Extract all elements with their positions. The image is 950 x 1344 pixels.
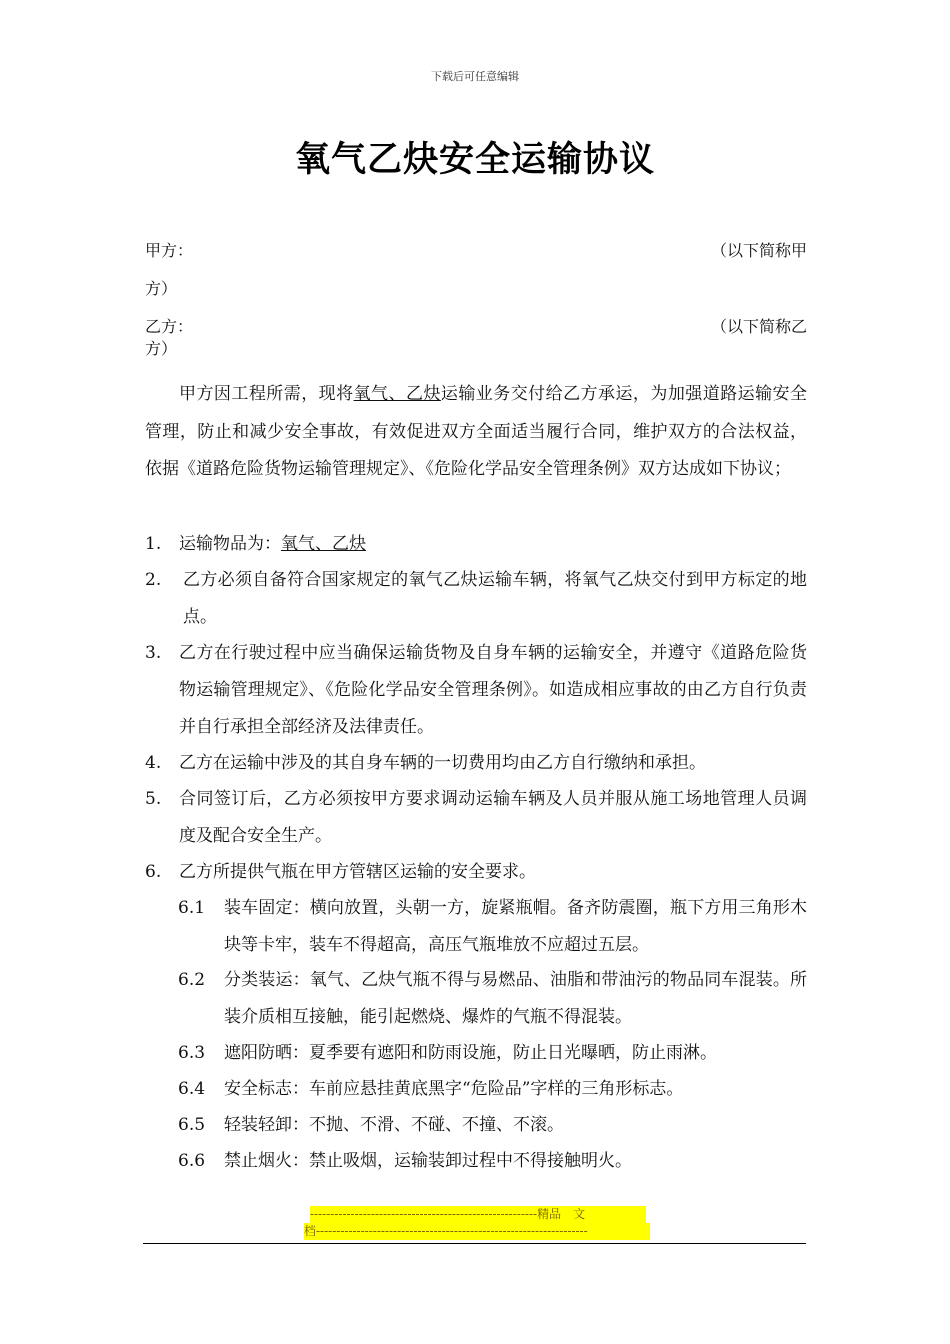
party-a-label: 甲方： xyxy=(145,241,194,260)
subitem-number: 6.1 xyxy=(178,898,206,918)
subitem-number: 6.4 xyxy=(178,1079,206,1099)
footer-line-2: 档------------------------------------------------------------------- xyxy=(304,1223,650,1240)
party-a-note: （以下简称甲 xyxy=(710,241,807,260)
item-number: 3. xyxy=(145,643,162,663)
intro-pre: 甲方因工程所需，现将 xyxy=(179,384,354,404)
subitem-text: 装车固定：横向放置，头朝一方，旋紧瓶帽。备齐防震圈，瓶下方用三角形木块等卡牢，装车不得超高，高压气瓶堆放不应超过五层。 xyxy=(224,898,807,955)
footer-divider xyxy=(143,1243,806,1244)
party-b-cont: 方） xyxy=(145,339,178,358)
intro-paragraph xyxy=(145,376,807,489)
item-goods: 氧气、乙炔 xyxy=(281,534,366,554)
item-text: 乙方在行驶过程中应当确保运输货物及自身车辆的运输安全，并遵守《道路危险货物运输管理规定》、《危险化学品安全管理条例》。如造成相应事故的由乙方自行负责并自行承担全部经济及法律责任。 xyxy=(179,643,807,737)
item-text: 合同签订后，乙方必须按甲方要求调动运输车辆及人员并服从施工场地管理人员调度及配合安全生产。 xyxy=(179,789,807,846)
subitem-number: 6.6 xyxy=(178,1151,206,1171)
subitem-number: 6.3 xyxy=(178,1043,206,1063)
document-title: 氧气乙炔安全运输协议 xyxy=(294,140,655,180)
item-text: 乙方必须自备符合国家规定的氧气乙炔运输车辆，将氧气乙炔交付到甲方标定的地点。 xyxy=(183,570,807,627)
footer-watermark xyxy=(304,1206,650,1240)
item-text: 运输物品为： xyxy=(179,534,281,554)
subitem-text: 分类装运：氧气、乙炔气瓶不得与易燃品、油脂和带油污的物品同车混装。所装介质相互接触，能引起燃烧、爆炸的气瓶不得混装。 xyxy=(224,970,807,1027)
subitem-text: 安全标志：车前应悬挂黄底黑字“危险品”字样的三角形标志。 xyxy=(224,1079,684,1099)
header-note: 下载后可任意编辑 xyxy=(431,70,519,83)
party-b-label: 乙方： xyxy=(145,317,194,336)
item-number: 4. xyxy=(145,753,162,773)
subitem-text: 遮阳防晒：夏季要有遮阳和防雨设施，防止日光曝晒，防止雨淋。 xyxy=(224,1043,717,1063)
footer-line-1: --------------------------------------------------------精品 文 xyxy=(310,1206,646,1223)
subitem-number: 6.5 xyxy=(178,1115,206,1135)
item-number: 5. xyxy=(145,789,162,809)
item-number: 1. xyxy=(145,534,162,554)
party-a-cont: 方） xyxy=(145,279,178,298)
item-text: 乙方在运输中涉及的其自身车辆的一切费用均由乙方自行缴纳和承担。 xyxy=(179,753,706,773)
item-text: 乙方所提供气瓶在甲方管辖区运输的安全要求。 xyxy=(179,862,536,882)
intro-goods: 氧气、乙炔 xyxy=(353,384,441,404)
subitem-text: 禁止烟火：禁止吸烟，运输装卸过程中不得接触明火。 xyxy=(224,1151,632,1171)
item-number: 6. xyxy=(145,862,162,882)
subitem-text: 轻装轻卸：不抛、不滑、不碰、不撞、不滚。 xyxy=(224,1115,564,1135)
item-number: 2. xyxy=(145,570,162,590)
intro-post: 运输业务交付给乙方承运，为加强道路运输安全管理，防止和减少安全事故，有效促进双方全面适当履行合同，维护双方的合法权益，依据《道路危险货物运输管理规定》、《危险化学品安全管理条例》双方达成如下协议； xyxy=(145,384,808,479)
subitem-number: 6.2 xyxy=(178,970,206,990)
party-b-note: （以下简称乙 xyxy=(710,317,807,336)
